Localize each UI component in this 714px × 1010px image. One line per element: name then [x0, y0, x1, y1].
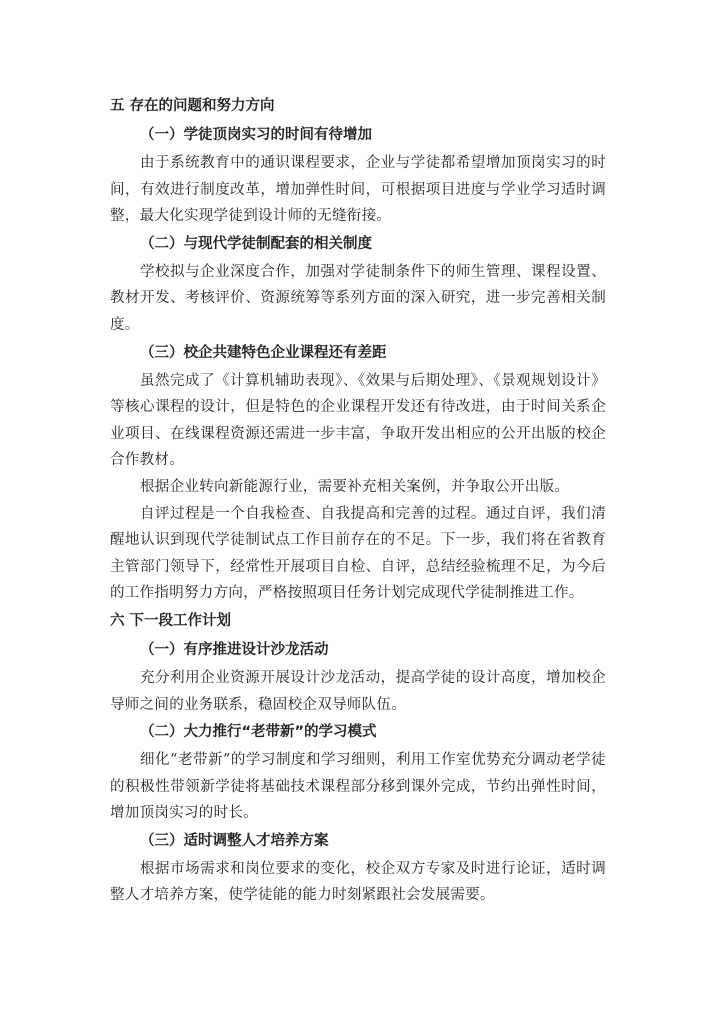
section-heading-problems: 五 存在的问题和努力方向: [110, 98, 275, 114]
subsection-heading-mentoring-mode: （二）大力推行“老带新”的学习模式: [140, 724, 377, 741]
subsection-heading-related-systems: （二）与现代学徒制配套的相关制度: [140, 235, 372, 252]
paragraph: 由于系统教育中的通识课程要求，企业与学徒都希望增加顶岗实习的时间，有效进行制度改革，增加弹性时间，可根据项目进度与学业学习适时调整，最大化实现学徒到设计师的无缝衔接。: [110, 155, 606, 225]
subsection-heading-design-salon: （一）有序推进设计沙龙活动: [140, 641, 329, 658]
section-heading-next-plan: 六 下一段工作计划: [110, 612, 232, 629]
paragraph: 学校拟与企业深度合作，加强对学徒制条件下的师生管理、课程设置、教材开发、考核评价、资源统筹等系列方面的深入研究，进一步完善相关制度。: [110, 263, 606, 333]
paragraph: 根据市场需求和岗位要求的变化，校企双方专家及时进行论证，适时调整人才培养方案，使学徒能的能力时刻紧跟社会发展需要。: [110, 860, 606, 904]
subsection-heading-enterprise-courses: （三）校企共建特色企业课程还有差距: [140, 344, 387, 361]
paragraph: 自评过程是一个自我检查、自我提高和完善的过程。通过自评，我们清醒地认识到现代学徒制试点工作目前存在的不足。下一步，我们将在省教育主管部门领导下，经常性开展项目自检、自评，总结经验梳理不足，为今后的工作指明努力方向，严格按照项目任务计划完成现代学徒制推进工作。: [110, 505, 606, 602]
subsection-heading-internship-time: （一）学徒顶岗实习的时间有待增加: [140, 127, 372, 143]
paragraph: 细化“老带新”的学习制度和学习细则，利用工作室优势充分调动老学徒的积极性带领新学徒将基础技术课程部分移到课外完成，节约出弹性时间，增加顶岗实习的时长。: [110, 752, 606, 822]
paragraph: 充分利用企业资源开展设计沙龙活动，提高学徒的设计高度，增加校企导师之间的业务联系，稳固校企双导师队伍。: [110, 669, 606, 713]
document-body: [110, 92, 606, 909]
paragraph: 根据企业转向新能源行业，需要补充相关案例，并争取公开出版。: [140, 478, 570, 495]
subsection-heading-training-plan: （三）适时调整人才培养方案: [140, 832, 329, 849]
paragraph: 虽然完成了《计算机辅助表现》、《效果与后期处理》、《景观规划设计》等核心课程的设计，但是特色的企业课程开发还有待改进，由于时间关系企业项目、在线课程资源还需进一步丰富，争取开发出相应的公开出版的校企合作教材。: [110, 372, 606, 469]
